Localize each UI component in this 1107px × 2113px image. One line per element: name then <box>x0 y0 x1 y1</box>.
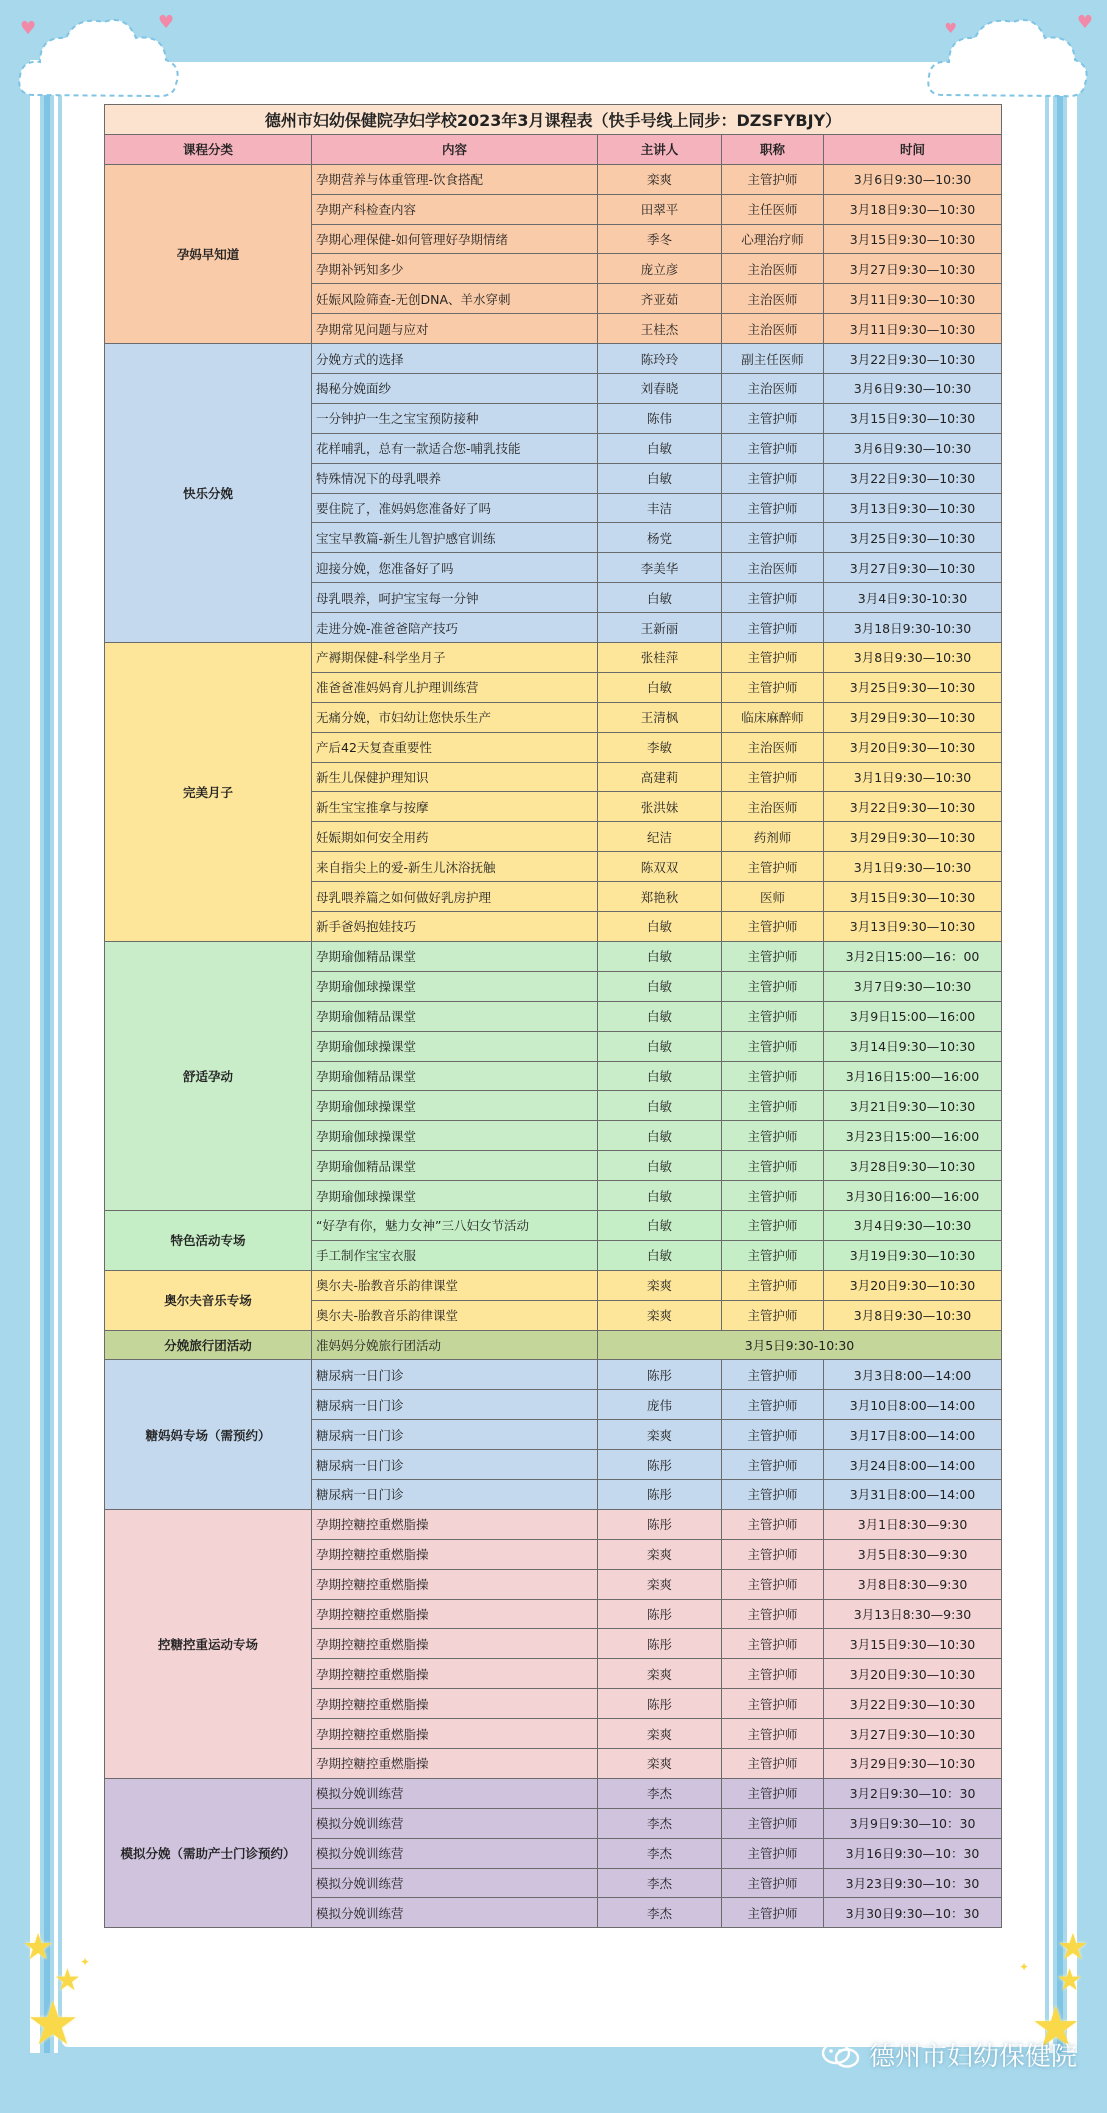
content-cell: 分娩方式的选择 <box>312 344 598 374</box>
content-cell: 新生儿保健护理知识 <box>312 762 598 792</box>
star-icon: ★ <box>1030 1995 1081 2060</box>
time-cell: 3月2日15:00—16：00 <box>824 941 1002 971</box>
title-cell: 主管护师 <box>722 403 824 433</box>
title-cell: 主管护师 <box>722 1360 824 1390</box>
title-cell: 主管护师 <box>722 1659 824 1689</box>
lecturer-cell: 白敏 <box>598 1210 722 1240</box>
lecturer-cell: 王桂杰 <box>598 314 722 344</box>
time-cell: 3月20日9:30—10:30 <box>824 732 1002 762</box>
title-cell: 副主任医师 <box>722 344 824 374</box>
category-cell: 特色活动专场 <box>105 1210 312 1270</box>
time-cell: 3月6日9:30—10:30 <box>824 164 1002 194</box>
table-row <box>105 1330 1002 1360</box>
lecturer-cell: 李杰 <box>598 1838 722 1868</box>
time-cell: 3月23日9:30—10：30 <box>824 1868 1002 1898</box>
star-icon: ★ <box>1056 1927 1089 1968</box>
title-cell: 主管护师 <box>722 164 824 194</box>
lecturer-cell: 栾爽 <box>598 164 722 194</box>
table-row <box>105 643 1002 673</box>
lecturer-cell: 陈双双 <box>598 852 722 882</box>
content-cell: 无痛分娩，市妇幼让您快乐生产 <box>312 702 598 732</box>
title-cell: 主管护师 <box>722 1898 824 1928</box>
stripe-right-1 <box>1067 60 1077 2053</box>
title-cell: 主管护师 <box>722 1479 824 1509</box>
lecturer-cell: 白敏 <box>598 912 722 942</box>
lecturer-cell: 栾爽 <box>598 1300 722 1330</box>
title-cell: 主治医师 <box>722 254 824 284</box>
time-cell: 3月16日15:00—16:00 <box>824 1061 1002 1091</box>
title-cell: 主任医师 <box>722 194 824 224</box>
title-cell: 主管护师 <box>722 1599 824 1629</box>
watermark-text: 德州市妇幼保健院 <box>868 2042 1077 2072</box>
content-cell: 迎接分娩，您准备好了吗 <box>312 553 598 583</box>
time-cell: 3月8日8:30—9:30 <box>824 1569 1002 1599</box>
content-cell: 特殊情况下的母乳喂养 <box>312 463 598 493</box>
table-row <box>105 941 1002 971</box>
time-cell: 3月5日9:30-10:30 <box>598 1330 1002 1360</box>
title-cell: 主管护师 <box>722 1270 824 1300</box>
title-cell: 主管护师 <box>722 672 824 702</box>
lecturer-cell: 庞伟 <box>598 1390 722 1420</box>
lecturer-cell: 栾爽 <box>598 1719 722 1749</box>
time-cell: 3月29日9:30—10:30 <box>824 702 1002 732</box>
header-category: 课程分类 <box>105 134 312 164</box>
lecturer-cell: 栾爽 <box>598 1659 722 1689</box>
time-cell: 3月22日9:30—10:30 <box>824 463 1002 493</box>
content-cell: 来自指尖上的爱-新生儿沐浴抚触 <box>312 852 598 882</box>
title-cell: 主管护师 <box>722 613 824 643</box>
content-cell: 手工制作宝宝衣服 <box>312 1240 598 1270</box>
time-cell: 3月27日9:30—10:30 <box>824 254 1002 284</box>
content-cell: 准爸爸准妈妈育儿护理训练营 <box>312 672 598 702</box>
title-cell: 主管护师 <box>722 1181 824 1211</box>
content-cell: 孕期瑜伽精品课堂 <box>312 941 598 971</box>
time-cell: 3月30日9:30—10：30 <box>824 1898 1002 1928</box>
content-cell: 孕期瑜伽球操课堂 <box>312 971 598 1001</box>
time-cell: 3月29日9:30—10:30 <box>824 1748 1002 1778</box>
title-cell: 主管护师 <box>722 1390 824 1420</box>
lecturer-cell: 季冬 <box>598 224 722 254</box>
lecturer-cell: 杨党 <box>598 523 722 553</box>
sparkle-icon: ✦ <box>1018 1960 1029 1974</box>
content-cell: 孕期控糖控重燃脂操 <box>312 1569 598 1599</box>
time-cell: 3月6日9:30—10:30 <box>824 433 1002 463</box>
lecturer-cell: 白敏 <box>598 463 722 493</box>
category-cell: 模拟分娩（需助产士门诊预约） <box>105 1778 312 1927</box>
time-cell: 3月30日16:00—16:00 <box>824 1181 1002 1211</box>
title-cell: 药剂师 <box>722 822 824 852</box>
time-cell: 3月1日9:30—10:30 <box>824 762 1002 792</box>
content-cell: 产褥期保健-科学坐月子 <box>312 643 598 673</box>
lecturer-cell: 白敏 <box>598 1240 722 1270</box>
time-cell: 3月10日8:00—14:00 <box>824 1390 1002 1420</box>
content-cell: 新手爸妈抱娃技巧 <box>312 912 598 942</box>
lecturer-cell: 白敏 <box>598 1061 722 1091</box>
lecturer-cell: 栾爽 <box>598 1569 722 1599</box>
title-cell: 主管护师 <box>722 1748 824 1778</box>
content-cell: 模拟分娩训练营 <box>312 1778 598 1808</box>
time-cell: 3月18日9:30-10:30 <box>824 613 1002 643</box>
time-cell: 3月9日15:00—16:00 <box>824 1001 1002 1031</box>
time-cell: 3月11日9:30—10:30 <box>824 284 1002 314</box>
content-cell: 孕期瑜伽精品课堂 <box>312 1151 598 1181</box>
time-cell: 3月9日9:30—10：30 <box>824 1808 1002 1838</box>
title-cell: 主管护师 <box>722 1420 824 1450</box>
lecturer-cell: 陈玲玲 <box>598 344 722 374</box>
content-cell: 新生宝宝推拿与按摩 <box>312 792 598 822</box>
time-cell: 3月6日9:30—10:30 <box>824 374 1002 404</box>
header-lecturer: 主讲人 <box>598 134 722 164</box>
title-cell: 主治医师 <box>722 374 824 404</box>
content-cell: 孕期控糖控重燃脂操 <box>312 1509 598 1539</box>
lecturer-cell: 白敏 <box>598 672 722 702</box>
lecturer-cell: 栾爽 <box>598 1539 722 1569</box>
title-cell: 主管护师 <box>722 1061 824 1091</box>
content-cell: 要住院了，准妈妈您准备好了吗 <box>312 493 598 523</box>
content-cell: 糖尿病一日门诊 <box>312 1360 598 1390</box>
lecturer-cell: 郑艳秋 <box>598 882 722 912</box>
time-cell: 3月16日9:30—10：30 <box>824 1838 1002 1868</box>
title-cell: 主管护师 <box>722 1778 824 1808</box>
time-cell: 3月11日9:30—10:30 <box>824 314 1002 344</box>
title-cell: 临床麻醉师 <box>722 702 824 732</box>
lecturer-cell: 陈彤 <box>598 1509 722 1539</box>
category-cell: 控糖控重运动专场 <box>105 1509 312 1778</box>
lecturer-cell: 白敏 <box>598 941 722 971</box>
lecturer-cell: 白敏 <box>598 1091 722 1121</box>
content-cell: 孕期控糖控重燃脂操 <box>312 1599 598 1629</box>
content-cell: 孕期瑜伽球操课堂 <box>312 1031 598 1061</box>
lecturer-cell: 纪洁 <box>598 822 722 852</box>
lecturer-cell: 陈彤 <box>598 1450 722 1480</box>
time-cell: 3月18日9:30—10:30 <box>824 194 1002 224</box>
title-cell: 主管护师 <box>722 1001 824 1031</box>
title-cell: 主治医师 <box>722 284 824 314</box>
title-cell: 主管护师 <box>722 1719 824 1749</box>
content-cell: 走进分娩-准爸爸陪产技巧 <box>312 613 598 643</box>
content-cell: 准妈妈分娩旅行团活动 <box>312 1330 598 1360</box>
lecturer-cell: 李杰 <box>598 1778 722 1808</box>
content-cell: 孕期常见问题与应对 <box>312 314 598 344</box>
lecturer-cell: 陈彤 <box>598 1629 722 1659</box>
lecturer-cell: 丰洁 <box>598 493 722 523</box>
title-cell: 主治医师 <box>722 553 824 583</box>
lecturer-cell: 田翠平 <box>598 194 722 224</box>
content-cell: 模拟分娩训练营 <box>312 1898 598 1928</box>
lecturer-cell: 李杰 <box>598 1868 722 1898</box>
lecturer-cell: 高建莉 <box>598 762 722 792</box>
time-cell: 3月13日9:30—10:30 <box>824 912 1002 942</box>
lecturer-cell: 陈彤 <box>598 1599 722 1629</box>
star-icon: ★ <box>26 1989 80 2059</box>
time-cell: 3月28日9:30—10:30 <box>824 1151 1002 1181</box>
time-cell: 3月23日15:00—16:00 <box>824 1121 1002 1151</box>
time-cell: 3月15日9:30—10:30 <box>824 882 1002 912</box>
lecturer-cell: 白敏 <box>598 1151 722 1181</box>
time-cell: 3月7日9:30—10:30 <box>824 971 1002 1001</box>
wechat-icon <box>821 2041 861 2069</box>
time-cell: 3月15日9:30—10:30 <box>824 1629 1002 1659</box>
content-cell: 一分钟护一生之宝宝预防接种 <box>312 403 598 433</box>
time-cell: 3月19日9:30—10:30 <box>824 1240 1002 1270</box>
title-cell: 医师 <box>722 882 824 912</box>
time-cell: 3月21日9:30—10:30 <box>824 1091 1002 1121</box>
time-cell: 3月27日9:30—10:30 <box>824 553 1002 583</box>
content-cell: 孕期控糖控重燃脂操 <box>312 1719 598 1749</box>
content-cell: 奥尔夫-胎教音乐韵律课堂 <box>312 1300 598 1330</box>
stripe-left-3 <box>54 60 58 2053</box>
time-cell: 3月2日9:30—10：30 <box>824 1778 1002 1808</box>
title-cell: 主管护师 <box>722 1450 824 1480</box>
time-cell: 3月15日9:30—10:30 <box>824 224 1002 254</box>
table-row <box>105 1778 1002 1808</box>
time-cell: 3月20日9:30—10:30 <box>824 1270 1002 1300</box>
title-cell: 主管护师 <box>722 523 824 553</box>
title-cell: 主管护师 <box>722 1808 824 1838</box>
title-cell: 主管护师 <box>722 1121 824 1151</box>
time-cell: 3月5日8:30—9:30 <box>824 1539 1002 1569</box>
time-cell: 3月27日9:30—10:30 <box>824 1719 1002 1749</box>
content-cell: 糖尿病一日门诊 <box>312 1450 598 1480</box>
lecturer-cell: 李杰 <box>598 1898 722 1928</box>
content-cell: 母乳喂养，呵护宝宝每一分钟 <box>312 583 598 613</box>
title-cell: 主管护师 <box>722 1629 824 1659</box>
lecturer-cell: 白敏 <box>598 433 722 463</box>
title-cell: 主治医师 <box>722 732 824 762</box>
time-cell: 3月29日9:30—10:30 <box>824 822 1002 852</box>
title-row <box>105 105 1002 135</box>
lecturer-cell: 白敏 <box>598 583 722 613</box>
lecturer-cell: 王清枫 <box>598 702 722 732</box>
category-cell: 奥尔夫音乐专场 <box>105 1270 312 1330</box>
time-cell: 3月3日8:00—14:00 <box>824 1360 1002 1390</box>
content-cell: 产后42天复查重要性 <box>312 732 598 762</box>
content-cell: 糖尿病一日门诊 <box>312 1390 598 1420</box>
table-row <box>105 1509 1002 1539</box>
content-cell: 宝宝早教篇-新生儿智护感官训练 <box>312 523 598 553</box>
lecturer-cell: 张桂萍 <box>598 643 722 673</box>
content-cell: 孕期瑜伽球操课堂 <box>312 1181 598 1211</box>
title-cell: 主管护师 <box>722 1539 824 1569</box>
content-cell: 母乳喂养篇之如何做好乳房护理 <box>312 882 598 912</box>
content-cell: 孕期瑜伽球操课堂 <box>312 1121 598 1151</box>
lecturer-cell: 白敏 <box>598 1031 722 1061</box>
time-cell: 3月31日8:00—14:00 <box>824 1479 1002 1509</box>
content-cell: 孕期营养与体重管理-饮食搭配 <box>312 164 598 194</box>
course-schedule-table <box>104 104 1002 1928</box>
title-cell: 主管护师 <box>722 1210 824 1240</box>
title-cell: 主管护师 <box>722 941 824 971</box>
category-cell: 糖妈妈专场（需预约） <box>105 1360 312 1509</box>
lecturer-cell: 刘春晓 <box>598 374 722 404</box>
stripe-right-2 <box>1057 60 1063 2053</box>
content-cell: 妊娠风险筛查-无创DNA、羊水穿刺 <box>312 284 598 314</box>
title-cell: 主管护师 <box>722 1838 824 1868</box>
time-cell: 3月13日8:30—9:30 <box>824 1599 1002 1629</box>
time-cell: 3月22日9:30—10:30 <box>824 344 1002 374</box>
category-cell: 快乐分娩 <box>105 344 312 643</box>
title-cell: 主管护师 <box>722 852 824 882</box>
title-cell: 主治医师 <box>722 314 824 344</box>
lecturer-cell: 栾爽 <box>598 1748 722 1778</box>
content-cell: 妊娠期如何安全用药 <box>312 822 598 852</box>
lecturer-cell: 张洪妹 <box>598 792 722 822</box>
lecturer-cell: 庞立彦 <box>598 254 722 284</box>
table-row <box>105 164 1002 194</box>
title-cell: 主管护师 <box>722 583 824 613</box>
content-cell: 孕期控糖控重燃脂操 <box>312 1659 598 1689</box>
heart-icon: ♥ <box>1076 12 1093 33</box>
lecturer-cell: 白敏 <box>598 1181 722 1211</box>
lecturer-cell: 白敏 <box>598 971 722 1001</box>
lecturer-cell: 栾爽 <box>598 1270 722 1300</box>
time-cell: 3月24日8:00—14:00 <box>824 1450 1002 1480</box>
time-cell: 3月14日9:30—10:30 <box>824 1031 1002 1061</box>
content-cell: 孕期瑜伽精品课堂 <box>312 1001 598 1031</box>
title-cell: 主管护师 <box>722 1151 824 1181</box>
lecturer-cell: 李敏 <box>598 732 722 762</box>
title-cell: 主管护师 <box>722 1300 824 1330</box>
title-cell: 主管护师 <box>722 971 824 1001</box>
table-row <box>105 1360 1002 1390</box>
header-time: 时间 <box>824 134 1002 164</box>
header-content: 内容 <box>312 134 598 164</box>
lecturer-cell: 白敏 <box>598 1121 722 1151</box>
title-cell: 主管护师 <box>722 433 824 463</box>
title-cell: 主管护师 <box>722 912 824 942</box>
content-cell: 孕期控糖控重燃脂操 <box>312 1629 598 1659</box>
time-cell: 3月22日9:30—10:30 <box>824 1689 1002 1719</box>
content-cell: 孕期控糖控重燃脂操 <box>312 1539 598 1569</box>
header-row <box>105 134 1002 164</box>
star-icon: ★ <box>22 1927 55 1968</box>
lecturer-cell: 王新丽 <box>598 613 722 643</box>
content-cell: 糖尿病一日门诊 <box>312 1479 598 1509</box>
time-cell: 3月17日8:00—14:00 <box>824 1420 1002 1450</box>
content-cell: 糖尿病一日门诊 <box>312 1420 598 1450</box>
category-cell: 分娩旅行团活动 <box>105 1330 312 1360</box>
header-title: 职称 <box>722 134 824 164</box>
category-cell: 孕妈早知道 <box>105 164 312 343</box>
title-cell: 主管护师 <box>722 493 824 523</box>
title-cell: 主治医师 <box>722 792 824 822</box>
time-cell: 3月20日9:30—10:30 <box>824 1659 1002 1689</box>
lecturer-cell: 陈彤 <box>598 1689 722 1719</box>
stripe-right-3 <box>1049 60 1053 2053</box>
time-cell: 3月1日9:30—10:30 <box>824 852 1002 882</box>
time-cell: 3月15日9:30—10:30 <box>824 403 1002 433</box>
time-cell: 3月25日9:30—10:30 <box>824 523 1002 553</box>
title-cell: 主管护师 <box>722 1509 824 1539</box>
lecturer-cell: 齐亚茹 <box>598 284 722 314</box>
time-cell: 3月4日9:30—10:30 <box>824 1210 1002 1240</box>
lecturer-cell: 陈伟 <box>598 403 722 433</box>
title-cell: 主管护师 <box>722 1569 824 1599</box>
title-cell: 主管护师 <box>722 1868 824 1898</box>
title-cell: 主管护师 <box>722 1031 824 1061</box>
title-cell: 主管护师 <box>722 463 824 493</box>
table-row <box>105 1210 1002 1240</box>
content-cell: 孕期瑜伽精品课堂 <box>312 1061 598 1091</box>
heart-icon: ♥ <box>944 21 957 37</box>
title-cell: 主管护师 <box>722 762 824 792</box>
lecturer-cell: 李杰 <box>598 1808 722 1838</box>
table-row <box>105 344 1002 374</box>
star-icon: ★ <box>54 1963 81 1998</box>
heart-icon: ♥ <box>158 12 175 33</box>
time-cell: 3月8日9:30—10:30 <box>824 643 1002 673</box>
table-row <box>105 1270 1002 1300</box>
content-cell: 孕期控糖控重燃脂操 <box>312 1748 598 1778</box>
title-cell: 心理治疗师 <box>722 224 824 254</box>
heart-icon: ♥ <box>20 18 37 39</box>
time-cell: 3月22日9:30—10:30 <box>824 792 1002 822</box>
lecturer-cell: 栾爽 <box>598 1420 722 1450</box>
time-cell: 3月25日9:30—10:30 <box>824 672 1002 702</box>
star-icon: ★ <box>1056 1963 1083 1998</box>
content-cell: 模拟分娩训练营 <box>312 1808 598 1838</box>
title-cell: 主管护师 <box>722 643 824 673</box>
content-cell: 孕期补钙知多少 <box>312 254 598 284</box>
content-cell: 模拟分娩训练营 <box>312 1838 598 1868</box>
lecturer-cell: 白敏 <box>598 1001 722 1031</box>
time-cell: 3月4日9:30-10:30 <box>824 583 1002 613</box>
content-cell: 孕期瑜伽球操课堂 <box>312 1091 598 1121</box>
watermark <box>821 2036 1077 2073</box>
category-cell: 完美月子 <box>105 643 312 942</box>
title-cell: 主管护师 <box>722 1240 824 1270</box>
content-cell: 模拟分娩训练营 <box>312 1868 598 1898</box>
sparkle-icon: ✦ <box>80 1955 91 1969</box>
time-cell: 3月8日9:30—10:30 <box>824 1300 1002 1330</box>
lecturer-cell: 陈彤 <box>598 1479 722 1509</box>
content-cell: 揭秘分娩面纱 <box>312 374 598 404</box>
title-cell: 主管护师 <box>722 1091 824 1121</box>
stripe-left-2 <box>44 60 50 2053</box>
category-cell: 舒适孕动 <box>105 941 312 1210</box>
content-cell: 花样哺乳，总有一款适合您-哺乳技能 <box>312 433 598 463</box>
content-cell: 孕期产科检查内容 <box>312 194 598 224</box>
time-cell: 3月13日9:30—10:30 <box>824 493 1002 523</box>
content-cell: “好孕有你，魅力女神”三八妇女节活动 <box>312 1210 598 1240</box>
content-cell: 孕期控糖控重燃脂操 <box>312 1689 598 1719</box>
title-cell: 主管护师 <box>722 1689 824 1719</box>
content-cell: 奥尔夫-胎教音乐韵律课堂 <box>312 1270 598 1300</box>
lecturer-cell: 李美华 <box>598 553 722 583</box>
schedule-body <box>105 164 1002 1928</box>
content-cell: 孕期心理保健-如何管理好孕期情绪 <box>312 224 598 254</box>
stripe-left-1 <box>30 60 40 2053</box>
lecturer-cell: 陈彤 <box>598 1360 722 1390</box>
schedule-title: 德州市妇幼保健院孕妇学校2023年3月课程表（快手号线上同步：DZSFYBJY） <box>105 105 1002 135</box>
time-cell: 3月1日8:30—9:30 <box>824 1509 1002 1539</box>
